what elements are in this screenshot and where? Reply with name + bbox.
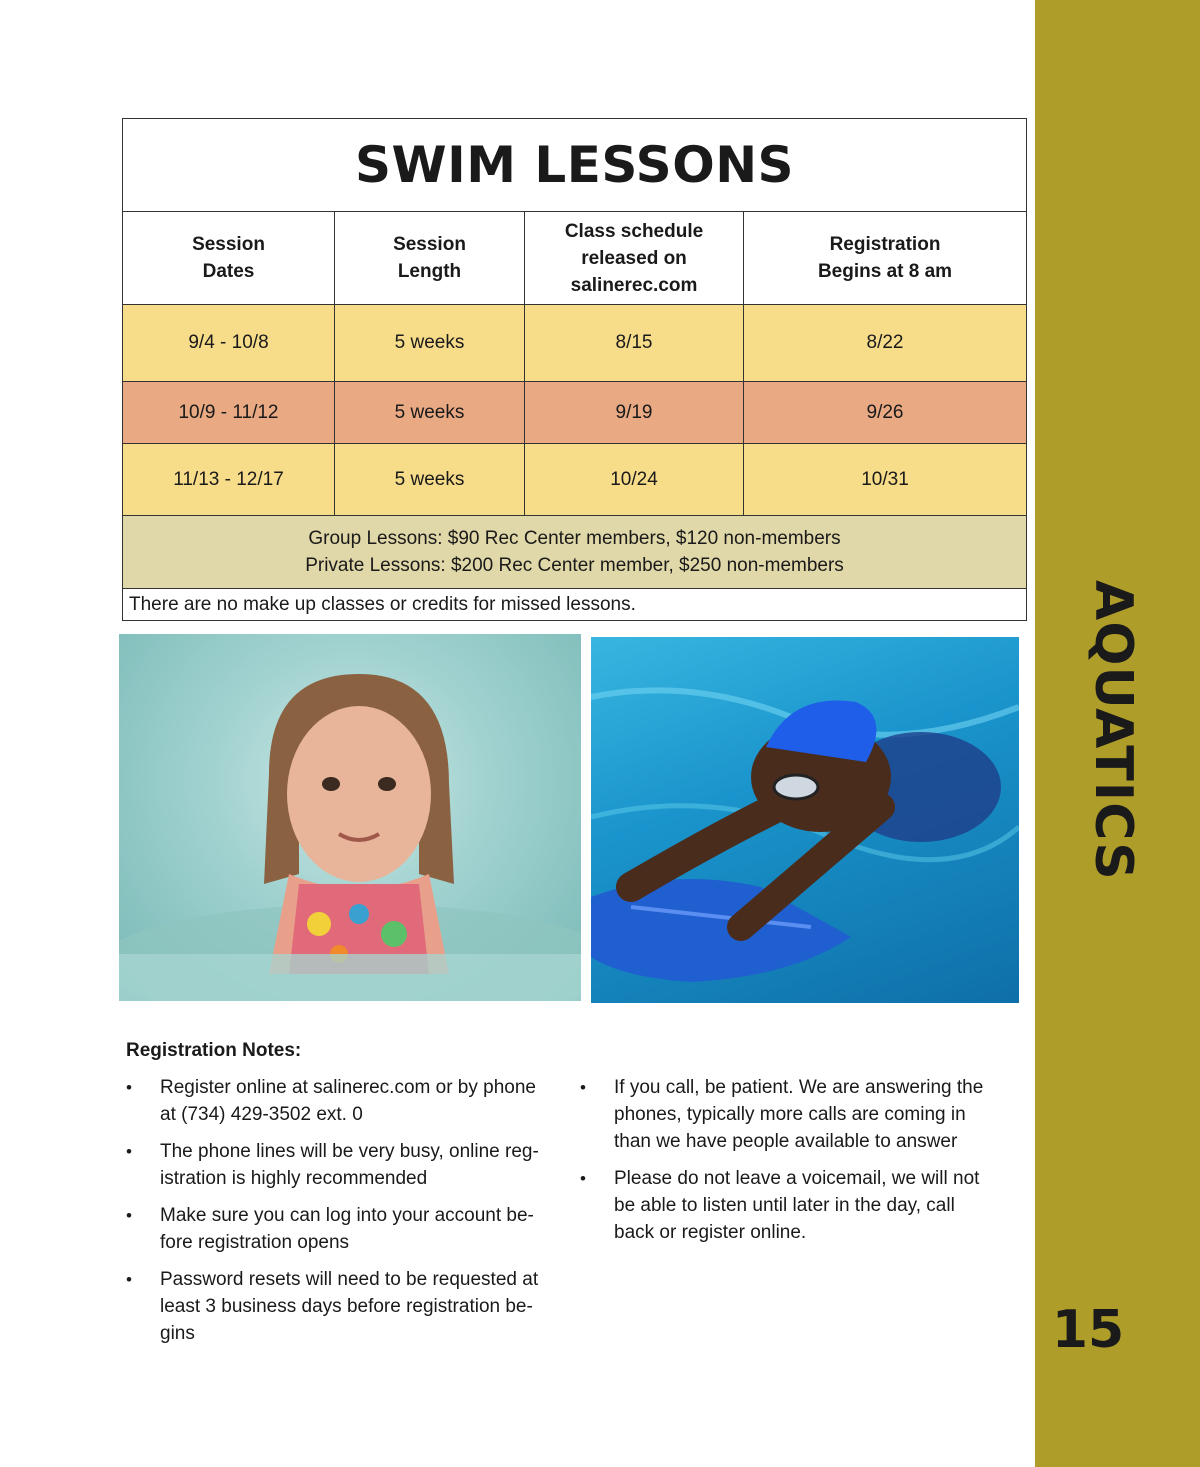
note-line: • If you call, be patient. We are answering the (614, 1077, 984, 1098)
list-item (580, 1165, 1020, 1246)
note-line: at (734) 429-3502 ext. 0 (160, 1104, 363, 1125)
table-row (123, 444, 1027, 516)
cell-registration-date: 9/26 (744, 382, 1027, 444)
header-line: salinerec.com (570, 274, 698, 296)
note-line: gins (160, 1323, 195, 1344)
cell-session-dates: 10/9 - 11/12 (123, 382, 335, 444)
header-line: Dates (202, 261, 255, 282)
registration-notes-heading: Registration Notes: (126, 1040, 302, 1061)
list-item (126, 1138, 570, 1192)
note-line: • Password resets will need to be requested at (160, 1269, 539, 1290)
table-title: SWIM LESSONS (123, 119, 1027, 212)
cell-registration-date: 10/31 (744, 444, 1027, 516)
list-item (126, 1266, 570, 1347)
cell-schedule-release: 8/15 (525, 305, 744, 382)
photo-boy-kickboard (591, 637, 1019, 1003)
cell-schedule-release: 9/19 (525, 382, 744, 444)
header-registration (744, 212, 1027, 305)
note-line: • Make sure you can log into your account be- (160, 1205, 534, 1226)
cell-session-length: 5 weeks (335, 444, 525, 516)
pricing-group: Group Lessons: $90 Rec Center members, $120 non-members (308, 528, 841, 549)
cell-session-dates: 11/13 - 12/17 (123, 444, 335, 516)
table-row (123, 305, 1027, 382)
swim-lessons-table (122, 118, 1027, 621)
header-class-schedule (525, 212, 744, 305)
cell-session-length: 5 weeks (335, 305, 525, 382)
boy-illustration (591, 637, 1019, 1003)
note-line: phones, typically more calls are coming in (614, 1104, 966, 1125)
header-line: Registration (829, 234, 941, 255)
header-line: Length (397, 261, 462, 282)
header-line: Session (393, 234, 466, 255)
note-line: istration is highly recommended (160, 1168, 428, 1189)
table-row (123, 382, 1027, 444)
registration-notes-right (580, 1074, 1020, 1256)
note-line: back or register online. (614, 1222, 807, 1243)
cell-schedule-release: 10/24 (525, 444, 744, 516)
pricing-cell (123, 516, 1027, 589)
cell-session-dates: 9/4 - 10/8 (123, 305, 335, 382)
cell-registration-date: 8/22 (744, 305, 1027, 382)
note-line: • Register online at salinerec.com or by phone (160, 1077, 536, 1098)
note-line: fore registration opens (160, 1232, 350, 1253)
header-session-length (335, 212, 525, 305)
cell-session-length: 5 weeks (335, 382, 525, 444)
page-number: 15 (1051, 1300, 1125, 1360)
note-line: • Please do not leave a voicemail, we will not (614, 1168, 980, 1189)
makeup-note: There are no make up classes or credits for missed lessons. (123, 589, 1027, 621)
note-line: least 3 business days before registration be- (160, 1296, 533, 1317)
section-label: AQUATICS (1083, 580, 1143, 881)
header-line: released on (581, 247, 687, 269)
list-item (126, 1202, 570, 1256)
header-session-dates (123, 212, 335, 305)
registration-notes-left (126, 1074, 570, 1357)
header-line: Class schedule (564, 220, 704, 242)
pricing-private: Private Lessons: $200 Rec Center member, $250 non-members (305, 555, 844, 576)
note-line: than we have people available to answer (614, 1131, 958, 1152)
list-item (126, 1074, 570, 1128)
girl-illustration (119, 634, 581, 1001)
photo-girl-swimming (119, 634, 581, 1001)
note-line: • The phone lines will be very busy, online reg- (160, 1141, 539, 1162)
note-line: be able to listen until later in the day, call (614, 1195, 955, 1216)
header-line: Begins at 8 am (817, 261, 953, 282)
header-line: Session (192, 234, 265, 255)
list-item (580, 1074, 1020, 1155)
